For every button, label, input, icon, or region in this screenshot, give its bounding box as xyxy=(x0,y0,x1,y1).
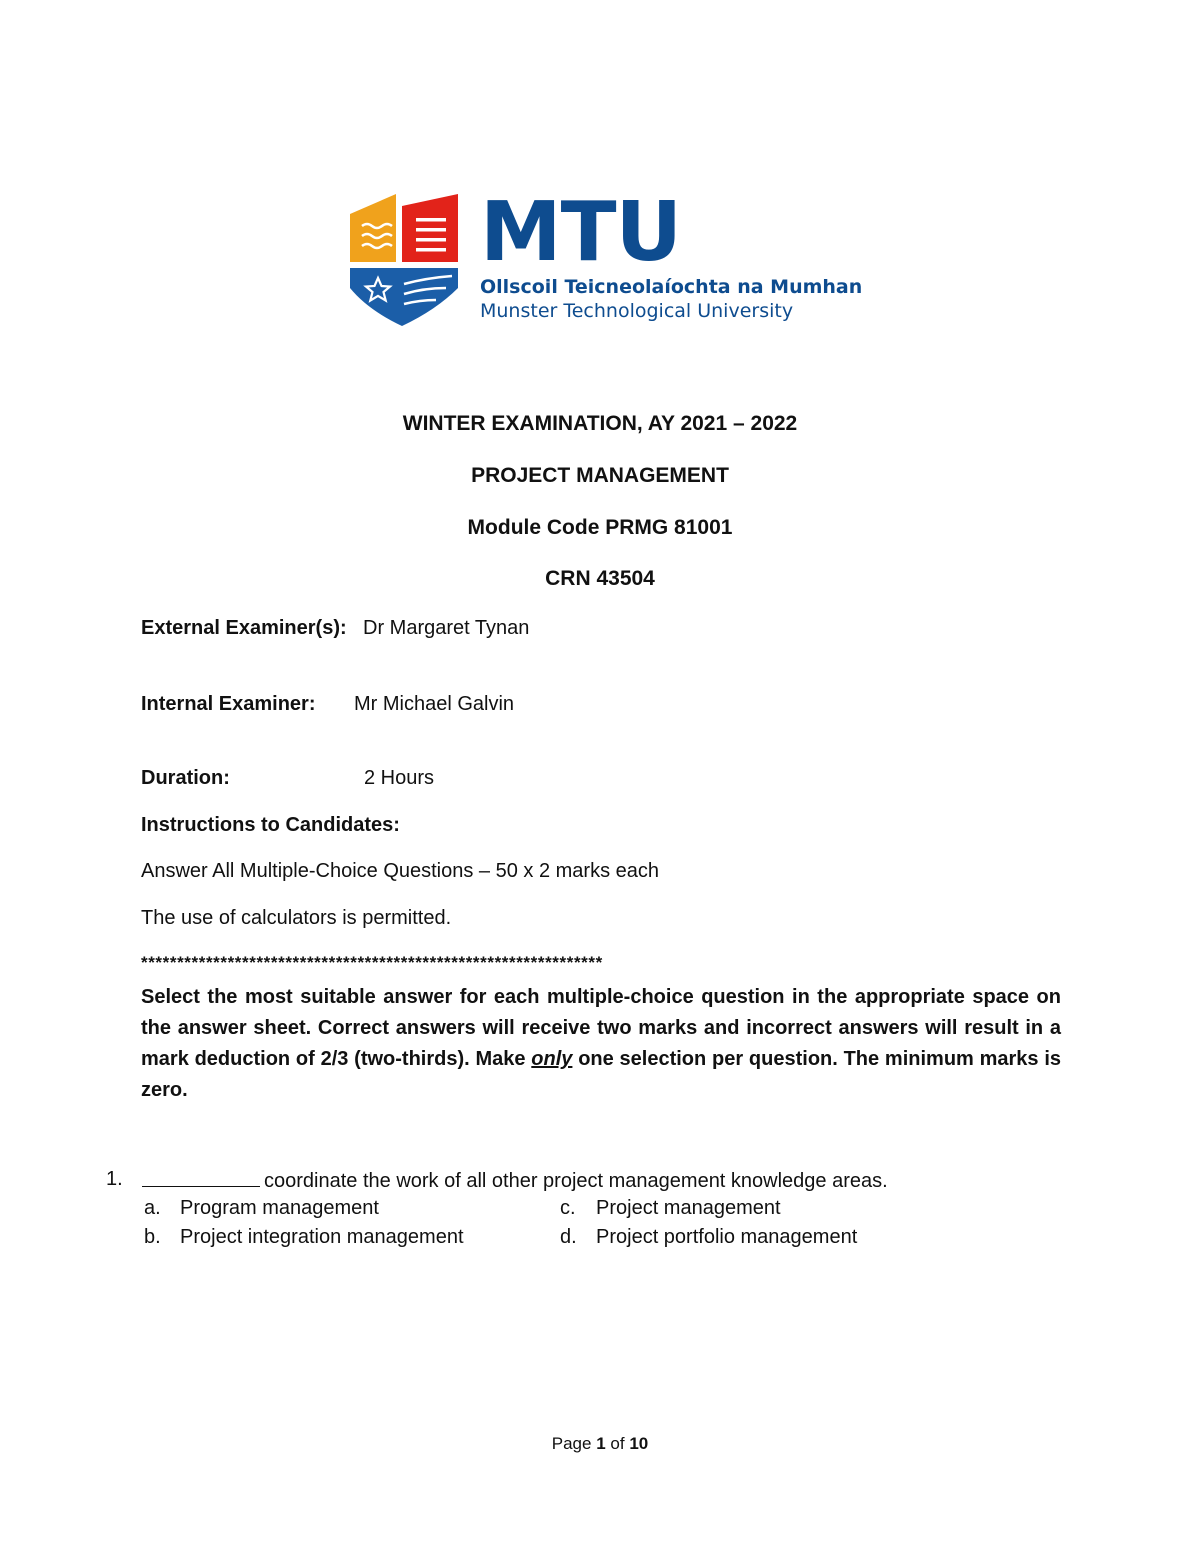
option-key: b. xyxy=(144,1226,161,1248)
asterisk-divider: **************************************************************** xyxy=(141,953,603,972)
question-stem: coordinate the work of all other project management knowledge areas. xyxy=(264,1170,888,1192)
option-key: c. xyxy=(560,1197,576,1219)
page-footer xyxy=(0,1434,1200,1454)
subject-title: PROJECT MANAGEMENT xyxy=(471,464,729,487)
crn: CRN 43504 xyxy=(545,567,655,590)
instructions-heading: Instructions to Candidates: xyxy=(141,814,400,836)
duration-value: 2 Hours xyxy=(364,767,435,789)
page-of: of xyxy=(610,1434,625,1453)
page-total: 10 xyxy=(629,1434,649,1453)
external-examiner-label: External Examiner(s): xyxy=(141,617,347,639)
option-text: Project integration management xyxy=(180,1226,464,1248)
mtu-shield-icon xyxy=(346,192,476,328)
internal-examiner-row xyxy=(141,693,515,716)
question-text xyxy=(142,1168,888,1193)
exam-title: WINTER EXAMINATION, AY 2021 – 2022 xyxy=(402,412,798,435)
option-text: Program management xyxy=(180,1197,379,1219)
option-key: a. xyxy=(144,1197,161,1219)
external-examiner-row xyxy=(141,617,530,640)
logo-irish-name: Ollscoil Teicneolaíochta na Mumhan xyxy=(480,276,863,298)
marking-text-end: one selection per question. The minimum marks is zero. xyxy=(141,1048,1062,1101)
page-word: Page xyxy=(551,1434,592,1453)
option-key: d. xyxy=(560,1226,577,1248)
duration-label: Duration: xyxy=(141,767,230,789)
question-number: 1. xyxy=(106,1168,123,1190)
answer-blank xyxy=(142,1168,260,1187)
duration-row xyxy=(141,767,435,790)
option-text: Project management xyxy=(596,1197,781,1219)
logo-english-name: Munster Technological University xyxy=(480,300,794,322)
marking-text-emphasis: only xyxy=(531,1048,573,1070)
marking-text-start: Select the most suitable answer for each multiple-choice question in the appropriate space on the answer sheet. Correct answers will receive two marks and incorrect answers will result in a mark deduction of 2/3 (two-thirds). Make xyxy=(141,986,1061,1070)
marking-instructions xyxy=(141,982,1061,1106)
module-code: Module Code PRMG 81001 xyxy=(467,516,733,539)
logo-wordmark: MTU xyxy=(480,185,682,280)
external-examiner-value: Dr Margaret Tynan xyxy=(363,617,530,639)
internal-examiner-label: Internal Examiner: xyxy=(141,693,316,715)
instructions-line-1: Answer All Multiple-Choice Questions – 50 x 2 marks each xyxy=(141,860,660,882)
mtu-logo xyxy=(346,185,863,328)
internal-examiner-value: Mr Michael Galvin xyxy=(354,693,515,715)
page-current: 1 xyxy=(596,1434,606,1453)
option-text: Project portfolio management xyxy=(596,1226,858,1248)
instructions-line-2: The use of calculators is permitted. xyxy=(141,907,452,929)
